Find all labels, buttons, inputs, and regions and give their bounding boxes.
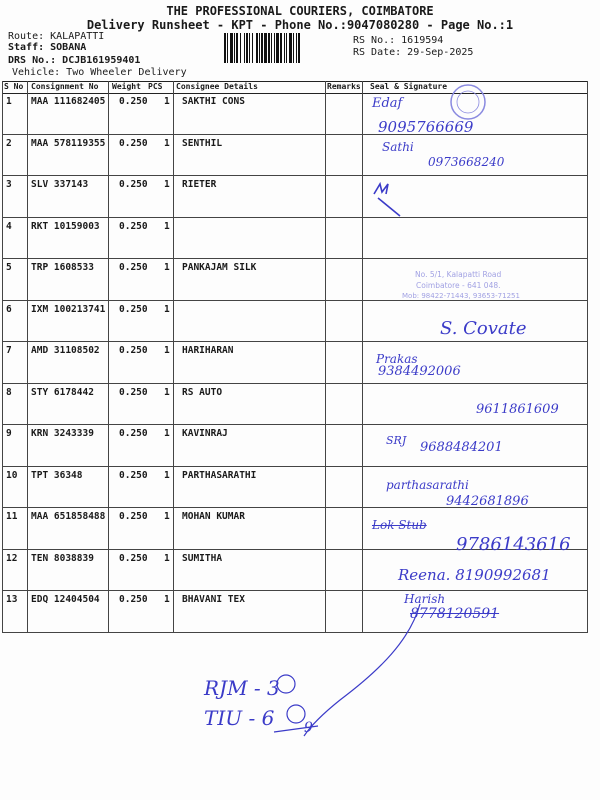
cell-consignee: HARIHARAN xyxy=(182,345,234,356)
signature-row9: SRJ xyxy=(386,434,407,447)
barcode-bar xyxy=(293,33,294,63)
cell-weight: 0.250 xyxy=(119,552,148,564)
barcode-bar xyxy=(274,33,275,63)
phone-row7: 9384492006 xyxy=(378,364,461,379)
stamp-address-line1: No. 5/1, Kalapatti Road xyxy=(415,270,502,279)
col-consignment: Consignment No xyxy=(31,82,99,91)
cell-pcs: 1 xyxy=(164,96,170,107)
barcode-bar xyxy=(296,33,297,63)
route-label: Route: KALAPATTI xyxy=(8,31,105,42)
signature-row5: S. Covate xyxy=(440,318,527,339)
phone-row2: 0973668240 xyxy=(428,155,505,169)
cell-sno: 12 xyxy=(6,552,18,564)
cell-weight: 0.250 xyxy=(119,96,148,107)
cell-weight: 0.250 xyxy=(119,220,148,232)
barcode-bar xyxy=(249,33,250,63)
drs-number: DRS No.: DCJB161959401 xyxy=(8,55,141,66)
cell-consignee: SAKTHI CONS xyxy=(182,96,245,107)
barcode-bar xyxy=(256,33,258,63)
cell-pcs: 1 xyxy=(164,511,170,522)
cell-consignment: MAA 651858488 xyxy=(31,511,106,522)
cell-weight: 0.250 xyxy=(119,386,148,398)
cell-weight: 0.250 xyxy=(119,345,148,356)
barcode-bar xyxy=(246,33,248,63)
col-consignee: Consignee Details xyxy=(176,82,258,91)
cell-consignment: MAA 111682405 xyxy=(31,96,106,107)
cell-consignment: EDQ 12404504 xyxy=(31,594,100,605)
col-pcs: PCS xyxy=(148,82,163,91)
table-row xyxy=(2,92,588,135)
barcode-bar xyxy=(227,33,228,63)
cell-consignment: STY 6178442 xyxy=(31,386,94,398)
rs-date: RS Date: 29-Sep-2025 xyxy=(353,47,474,58)
col-sno: S No xyxy=(4,82,24,91)
cell-sno: 9 xyxy=(6,428,12,439)
cell-pcs: 1 xyxy=(164,303,170,315)
cell-sno: 11 xyxy=(6,511,18,522)
cell-pcs: 1 xyxy=(164,179,170,190)
barcode-bar xyxy=(230,33,233,63)
cell-consignee: KAVINRAJ xyxy=(182,428,228,439)
rs-number: RS No.: 1619594 xyxy=(353,35,444,46)
signature-row1: Edaf xyxy=(372,96,403,111)
cell-sno: 10 xyxy=(6,469,18,481)
cell-consignment: AMD 31108502 xyxy=(31,345,100,356)
signature-row10: parthasarathi xyxy=(386,478,469,492)
barcode-bar xyxy=(244,33,245,63)
phone-row13: 8778120591 xyxy=(410,606,500,622)
barcode-bar xyxy=(276,33,279,63)
barcode-bar xyxy=(234,33,235,63)
cell-pcs: 1 xyxy=(164,137,170,149)
barcode-bar xyxy=(240,33,241,63)
staff-label: Staff: SOBANA xyxy=(8,42,87,53)
note-circles xyxy=(270,670,330,750)
round-seal-icon xyxy=(448,82,488,122)
cell-weight: 0.250 xyxy=(119,469,148,481)
note-tiu: TIU - 6 xyxy=(204,706,275,730)
col-remarks: Remarks xyxy=(327,82,361,91)
barcode xyxy=(224,33,348,63)
phone-row10: 9442681896 xyxy=(446,494,529,509)
cell-sno: 1 xyxy=(6,96,12,107)
barcode-bar xyxy=(280,33,282,63)
cell-weight: 0.250 xyxy=(119,179,148,190)
cell-sno: 8 xyxy=(6,386,12,398)
table-row xyxy=(2,217,588,260)
cell-consignment: IXM 100213741 xyxy=(31,303,106,315)
cell-consignment: TRP 1608533 xyxy=(31,262,94,273)
cell-consignee: RIETER xyxy=(182,179,217,190)
cell-consignee: SENTHIL xyxy=(182,137,223,149)
cell-pcs: 1 xyxy=(164,428,170,439)
stamp-address-line2: Coimbatore - 641 048. xyxy=(416,281,501,290)
barcode-bar xyxy=(236,33,238,63)
phone-row11: 9786143616 xyxy=(456,534,571,555)
cell-consignee: PARTHASARATHI xyxy=(182,469,257,481)
col-seal-signature: Seal & Signature xyxy=(370,82,448,91)
barcode-bar xyxy=(289,33,292,63)
col-weight: Weight xyxy=(112,82,141,91)
cell-sno: 6 xyxy=(6,303,12,315)
vehicle-label: Vehicle: Two Wheeler Delivery xyxy=(12,67,187,78)
table-row xyxy=(2,341,588,384)
barcode-bar xyxy=(298,33,300,63)
table-row xyxy=(2,590,588,633)
signature-row2: Sathi xyxy=(382,140,414,154)
signature-row11: Lok Stub xyxy=(372,518,427,532)
cell-sno: 7 xyxy=(6,345,12,356)
barcode-bar xyxy=(271,33,272,63)
cell-weight: 0.250 xyxy=(119,594,148,605)
cell-weight: 0.250 xyxy=(119,262,148,273)
note-total: 9 xyxy=(304,720,313,736)
cell-weight: 0.250 xyxy=(119,303,148,315)
cell-consignment: SLV 337143 xyxy=(31,179,89,190)
signature-row13: Harish xyxy=(404,592,446,606)
barcode-bar xyxy=(286,33,287,63)
cell-sno: 3 xyxy=(6,179,12,190)
cell-sno: 4 xyxy=(6,220,12,232)
barcode-bar xyxy=(268,33,270,63)
cell-consignee: PANKAJAM SILK xyxy=(182,262,257,273)
cell-consignment: KRN 3243339 xyxy=(31,428,94,439)
cell-consignee: SUMITHA xyxy=(182,552,223,564)
cell-consignment: TEN 8038839 xyxy=(31,552,94,564)
barcode-bar xyxy=(264,33,267,63)
barcode-bar xyxy=(284,33,285,63)
cell-weight: 0.250 xyxy=(119,428,148,439)
cell-consignment: RKT 10159003 xyxy=(31,220,100,232)
barcode-bar xyxy=(259,33,260,63)
cell-consignment: MAA 578119355 xyxy=(31,137,106,149)
cell-sno: 5 xyxy=(6,262,12,273)
note-rjm: RJM - 3 xyxy=(204,676,280,700)
runsheet-title: Delivery Runsheet - KPT - Phone No.:9047080280 - Page No.:1 xyxy=(86,18,514,32)
barcode-bar xyxy=(252,33,253,63)
signature-row12: Reena. 8190992681 xyxy=(398,566,551,584)
cell-weight: 0.250 xyxy=(119,511,148,522)
cell-sno: 2 xyxy=(6,137,12,149)
cell-consignee: RS AUTO xyxy=(182,386,223,398)
cell-sno: 13 xyxy=(6,594,18,605)
cell-pcs: 1 xyxy=(164,552,170,564)
barcode-bar xyxy=(224,33,226,63)
signature-row7: Prakas xyxy=(376,352,418,366)
table-row xyxy=(2,175,588,218)
cell-consignee: MOHAN KUMAR xyxy=(182,511,245,522)
phone-row9: 9688484201 xyxy=(420,440,503,455)
cell-weight: 0.250 xyxy=(119,137,148,149)
signature-row3 xyxy=(372,180,402,220)
cell-pcs: 1 xyxy=(164,469,170,481)
phone-row8: 9611861609 xyxy=(476,402,559,417)
barcode-bar xyxy=(261,33,263,63)
stamp-address-line3: Mob: 98422-71443, 93653-71251 xyxy=(402,292,520,300)
cell-pcs: 1 xyxy=(164,386,170,398)
cell-pcs: 1 xyxy=(164,220,170,232)
cell-pcs: 1 xyxy=(164,262,170,273)
cell-consignee: BHAVANI TEX xyxy=(182,594,245,605)
company-title: THE PROFESSIONAL COURIERS, COIMBATORE xyxy=(166,4,434,18)
cell-consignment: TPT 36348 xyxy=(31,469,83,481)
phone-row1: 9095766669 xyxy=(378,118,474,136)
cell-pcs: 1 xyxy=(164,345,170,356)
cell-pcs: 1 xyxy=(164,594,170,605)
